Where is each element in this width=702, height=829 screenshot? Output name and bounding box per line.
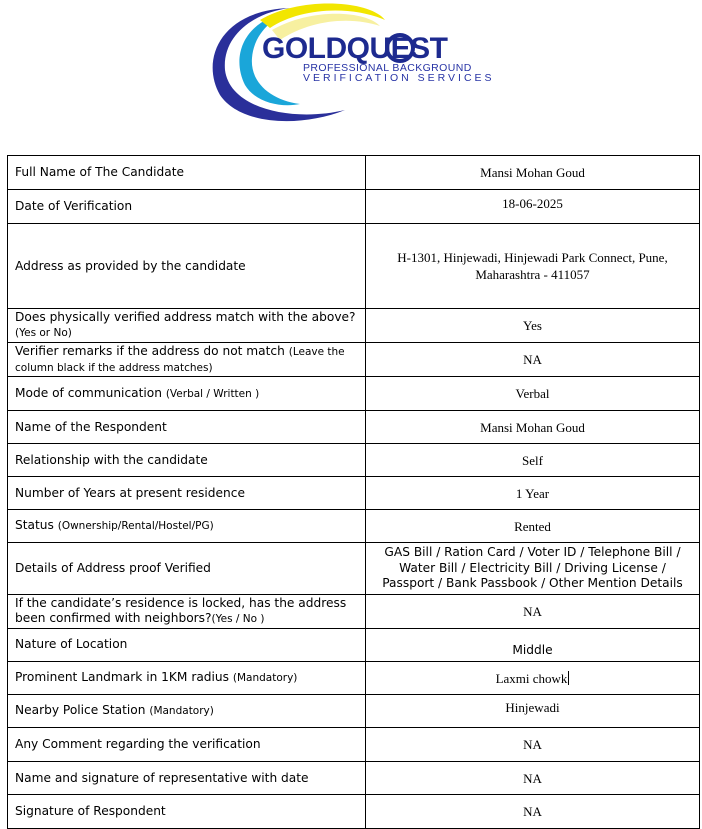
row-address-proof [8,543,700,595]
row-comment [8,728,700,762]
value-nature-location[interactable]: Middle [366,629,700,662]
row-verifier-remarks [8,343,700,377]
value-address-match[interactable]: Yes [366,309,700,343]
row-mode [8,377,700,411]
row-residence-locked [8,595,700,629]
row-landmark [8,662,700,695]
logo-tagline-2: VERIFICATION SERVICES [303,72,495,84]
verification-table [7,155,700,829]
label-comment: Any Comment regarding the verification [8,728,366,762]
label-full-name: Full Name of The Candidate [8,156,366,190]
label-address: Address as provided by the candidate [8,224,366,309]
logo-wordmark: GOLDQUEST [262,32,448,65]
label-address-proof: Details of Address proof Verified [8,543,366,595]
label-years: Number of Years at present residence [8,477,366,510]
value-mode[interactable]: Verbal [366,377,700,411]
value-residence-locked[interactable]: NA [366,595,700,629]
label-representative: Name and signature of representative with date [8,762,366,795]
value-status[interactable]: Rented [366,510,700,543]
label-landmark: Prominent Landmark in 1KM radius (Mandatory) [8,662,366,695]
value-comment[interactable]: NA [366,728,700,762]
row-signature-respondent [8,795,700,829]
value-date[interactable]: 18-06-2025 [366,190,700,224]
label-relationship: Relationship with the candidate [8,444,366,477]
row-police-station [8,695,700,728]
value-signature-respondent[interactable]: NA [366,795,700,829]
logo-tagline-1: PROFESSIONAL BACKGROUND [303,62,472,74]
value-police-station[interactable]: Hinjewadi [366,695,700,728]
row-address-match [8,309,700,343]
label-address-match: Does physically verified address match with the above? (Yes or No) [8,309,366,343]
text-cursor [568,671,569,685]
row-date [8,190,700,224]
label-signature-respondent: Signature of Respondent [8,795,366,829]
label-date: Date of Verification [8,190,366,224]
label-mode: Mode of communication (Verbal / Written ) [8,377,366,411]
value-verifier-remarks[interactable]: NA [366,343,700,377]
label-status: Status (Ownership/Rental/Hostel/PG) [8,510,366,543]
value-full-name[interactable]: Mansi Mohan Goud [366,156,700,190]
value-respondent[interactable]: Mansi Mohan Goud [366,411,700,444]
label-nature-location: Nature of Location [8,629,366,662]
value-relationship[interactable]: Self [366,444,700,477]
value-address[interactable]: H-1301, Hinjewadi, Hinjewadi Park Connect, Pune, Maharashtra - 411057 [366,224,700,309]
value-years[interactable]: 1 Year [366,477,700,510]
value-address-proof[interactable]: GAS Bill / Ration Card / Voter ID / Telephone Bill / Water Bill / Electricity Bill / Driving License / Passport / Bank Passbook / Other Mention Details [366,543,700,595]
row-relationship [8,444,700,477]
row-years [8,477,700,510]
row-representative [8,762,700,795]
label-verifier-remarks: Verifier remarks if the address do not match (Leave the column black if the address matches) [8,343,366,377]
row-respondent [8,411,700,444]
value-landmark[interactable]: Laxmi chowk [366,662,700,695]
row-nature-location [8,629,700,662]
row-address [8,224,700,309]
label-residence-locked: If the candidate’s residence is locked, has the address been confirmed with neighbors?(Yes / No ) [8,595,366,629]
label-respondent: Name of the Respondent [8,411,366,444]
value-representative[interactable]: NA [366,762,700,795]
label-police-station: Nearby Police Station (Mandatory) [8,695,366,728]
row-status [8,510,700,543]
row-full-name [8,156,700,190]
